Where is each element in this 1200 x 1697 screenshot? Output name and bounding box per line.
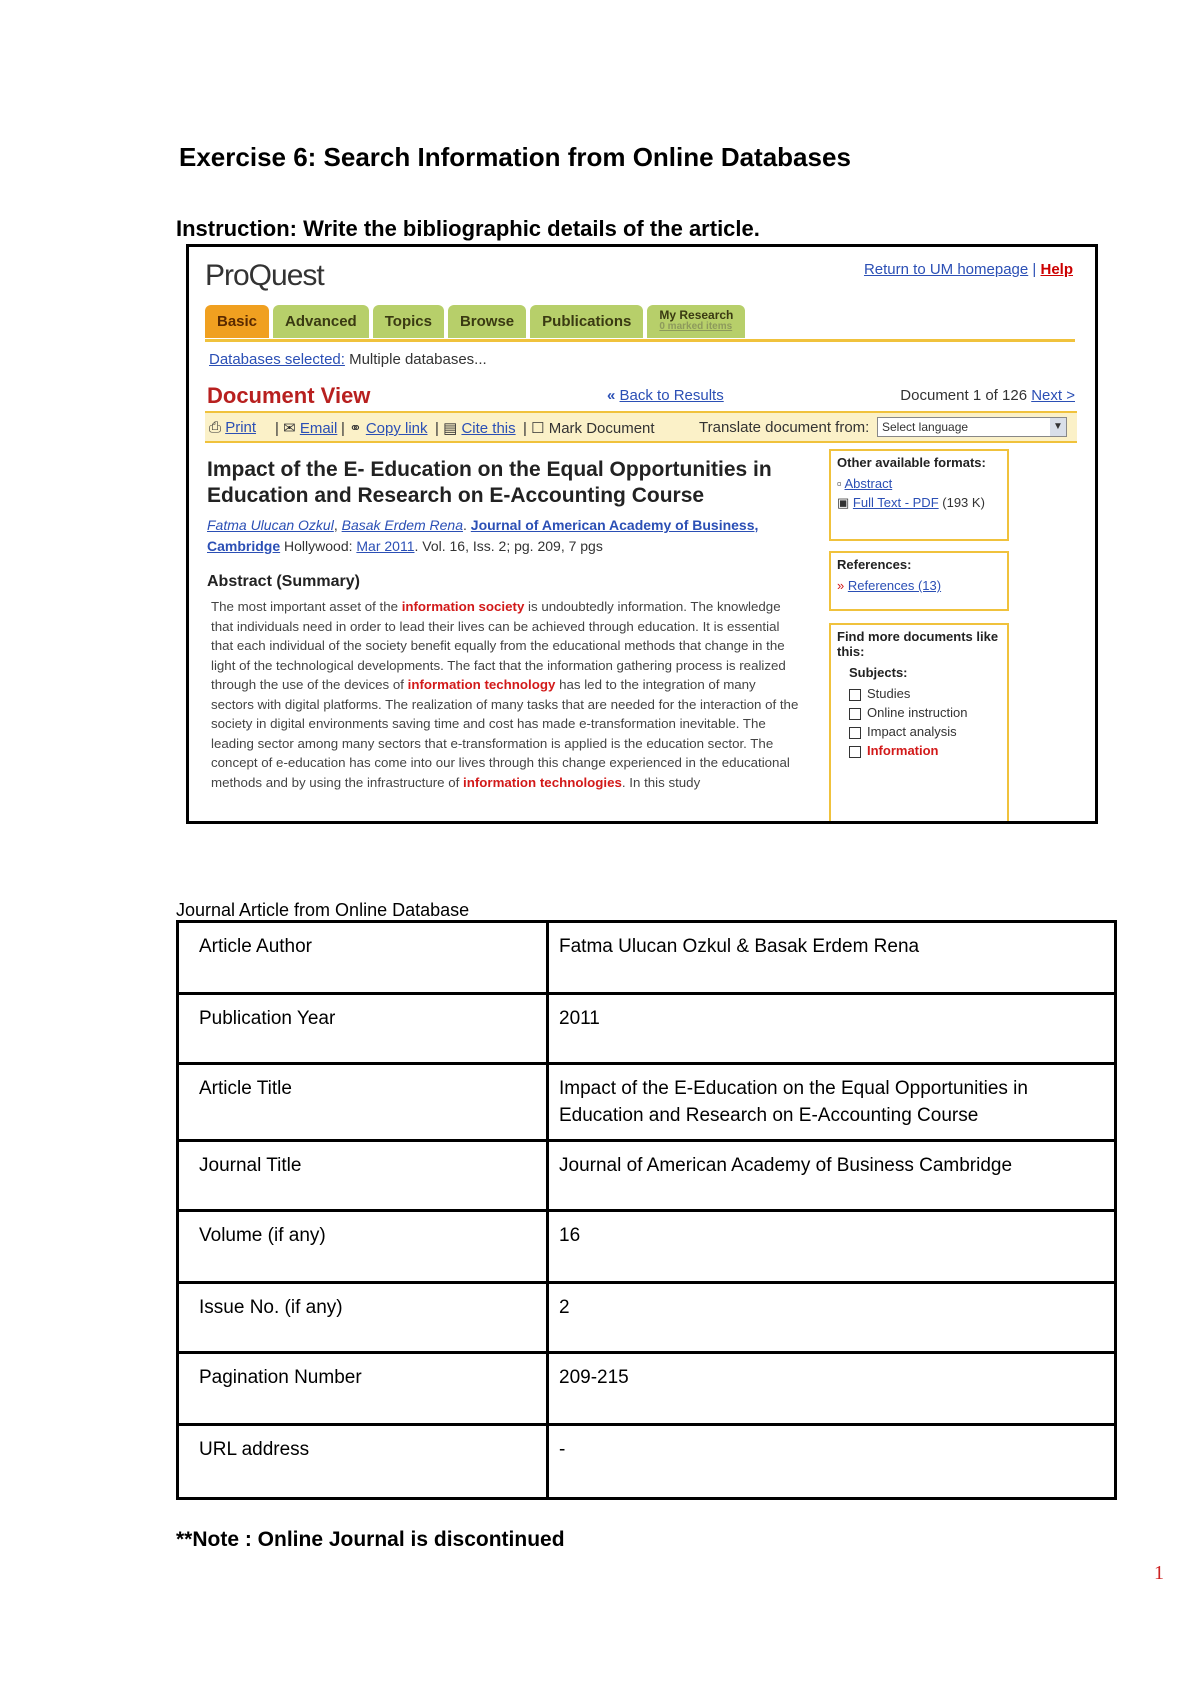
divider bbox=[205, 339, 1075, 342]
subject-checkbox[interactable] bbox=[849, 708, 861, 720]
abstract-part: The most important asset of the bbox=[211, 599, 402, 614]
subject-item[interactable] bbox=[849, 743, 1001, 758]
subject-item[interactable] bbox=[849, 724, 1001, 739]
back-to-results[interactable] bbox=[607, 387, 724, 404]
print-action[interactable] bbox=[209, 419, 256, 436]
instruction-text: Instruction: Write the bibliographic details of the article. bbox=[176, 216, 760, 241]
fulltext-size: (193 K) bbox=[942, 495, 985, 510]
back-to-results-link[interactable]: Back to Results bbox=[619, 387, 724, 404]
references-box bbox=[829, 551, 1009, 611]
checkbox-icon[interactable]: ☐ bbox=[531, 420, 545, 437]
marked-items-link[interactable]: 0 marked items bbox=[659, 321, 733, 332]
table-row bbox=[178, 1211, 1116, 1283]
cite-icon: ▤ bbox=[443, 420, 458, 437]
row-label: URL address bbox=[178, 1425, 548, 1499]
table-row bbox=[178, 1064, 1116, 1141]
article-title: Impact of the E- Education on the Equal Opportunities in Education and Research on E-Accounting Course bbox=[207, 458, 772, 507]
databases-selected bbox=[209, 351, 487, 368]
row-label: Article Author bbox=[178, 922, 548, 994]
proquest-screenshot bbox=[186, 244, 1098, 824]
return-homepage-link[interactable]: Return to UM homepage bbox=[863, 261, 1029, 278]
row-label: Publication Year bbox=[178, 994, 548, 1064]
row-value: 209-215 bbox=[548, 1353, 1116, 1425]
copy-link-link[interactable]: Copy link bbox=[365, 420, 428, 437]
document-count-text: Document 1 of 126 bbox=[900, 387, 1028, 404]
page-number: 1 bbox=[1154, 1562, 1164, 1584]
abstract-part: is undoubtedly information. The knowledge that individuals need in order to lead their lives can be achieved through education. It is essential that each individual of the society benefit equally from the educational methods that change in the light of the technological developments. The fact that the information gathering process is realized through the use of the devices of bbox=[211, 599, 786, 692]
help-link[interactable]: Help bbox=[1040, 261, 1073, 278]
publication-place: Hollywood: bbox=[284, 538, 353, 554]
document-toolbar bbox=[205, 411, 1077, 443]
row-label: Issue No. (if any) bbox=[178, 1283, 548, 1353]
subject-label: Impact analysis bbox=[867, 724, 957, 739]
proquest-logo: ProQuest bbox=[205, 259, 324, 292]
subject-checkbox[interactable] bbox=[849, 746, 861, 758]
subject-checkbox[interactable] bbox=[849, 689, 861, 701]
document-icon: ▫ bbox=[837, 476, 842, 491]
print-icon: ⎙ bbox=[209, 419, 222, 436]
row-value: Impact of the E-Education on the Equal Opportunities in Education and Research on E-Accounting Course bbox=[548, 1064, 1116, 1141]
row-value: - bbox=[548, 1425, 1116, 1499]
article-citation: Fatma Ulucan Ozkul, Basak Erdem Rena. Journal of American Academy of Business, Cambridge Hollywood: Mar 2011. Vol. 16, Iss. 2; pg. 209, 7 pgs bbox=[207, 517, 759, 554]
email-icon: ✉ bbox=[283, 420, 296, 437]
table-row bbox=[178, 994, 1116, 1064]
row-value: 2011 bbox=[548, 994, 1116, 1064]
row-label: Journal Title bbox=[178, 1141, 548, 1211]
search-term-highlight: information technology bbox=[407, 677, 556, 692]
tab-basic[interactable]: Basic bbox=[205, 305, 269, 338]
abstract-part: . In this study bbox=[621, 774, 701, 790]
row-value: 16 bbox=[548, 1211, 1116, 1283]
next-link[interactable]: Next > bbox=[1031, 387, 1075, 404]
references-link[interactable]: References (13) bbox=[847, 578, 942, 593]
table-row bbox=[178, 1283, 1116, 1353]
abstract-part: has led to the integration of many sectors with digital platforms. The realization of many tasks that are needed for the interaction of the society in digital environments saving time and cost has made e-transformation inevitable. The leading sector among many sectors that e-transformation is applied is the education sector. The concept of e-education has come into our lives through this change experienced in the educational methods and by using the infrastructure of bbox=[211, 677, 799, 790]
subjects-heading: Subjects: bbox=[849, 665, 908, 680]
abstract-heading: Abstract (Summary) bbox=[207, 573, 360, 590]
document-count bbox=[900, 387, 1075, 404]
back-arrows-icon: « bbox=[607, 387, 616, 404]
double-arrow-icon: » bbox=[837, 578, 845, 593]
tab-my-research[interactable] bbox=[647, 305, 745, 338]
mark-document-action[interactable]: | ☐ Mark Document bbox=[523, 420, 655, 437]
row-value: 2 bbox=[548, 1283, 1116, 1353]
journal-link[interactable]: Journal of American Academy of Business, Cambridge bbox=[207, 517, 759, 554]
tab-browse[interactable]: Browse bbox=[448, 305, 526, 338]
search-term-highlight: information technologies bbox=[463, 774, 622, 790]
subject-label: Online instruction bbox=[867, 705, 968, 720]
references-row[interactable] bbox=[837, 578, 1001, 593]
tab-bar bbox=[205, 305, 745, 338]
subject-label: Studies bbox=[867, 686, 911, 701]
link-separator: | bbox=[1032, 261, 1037, 278]
subject-item[interactable] bbox=[849, 705, 1001, 720]
table-row bbox=[178, 922, 1116, 994]
print-link[interactable]: Print bbox=[225, 419, 257, 436]
tab-topics[interactable]: Topics bbox=[373, 305, 444, 338]
table-row bbox=[178, 1141, 1116, 1211]
email-link[interactable]: Email bbox=[299, 420, 338, 437]
subject-item[interactable] bbox=[849, 686, 1001, 701]
row-label: Pagination Number bbox=[178, 1353, 548, 1425]
table-row bbox=[178, 1425, 1116, 1499]
fulltext-format[interactable] bbox=[837, 495, 1001, 511]
find-more-box bbox=[829, 623, 1009, 823]
translate-label: Translate document from: bbox=[699, 419, 870, 436]
row-value: Journal of American Academy of Business Cambridge bbox=[548, 1141, 1116, 1211]
cite-this-action[interactable]: | ▤ Cite this bbox=[435, 420, 516, 437]
language-select[interactable] bbox=[877, 417, 1067, 437]
databases-selected-link[interactable]: Databases selected: bbox=[209, 351, 345, 368]
link-icon: ⚭ bbox=[349, 420, 362, 437]
issue-date-link[interactable]: Mar 2011 bbox=[356, 538, 415, 554]
pdf-icon: ▣ bbox=[837, 495, 850, 510]
abstract-format[interactable] bbox=[837, 476, 1001, 491]
tab-my-research-label: My Research bbox=[659, 308, 734, 322]
tab-publications[interactable]: Publications bbox=[530, 305, 643, 338]
copy-link-action[interactable]: | ⚭ Copy link bbox=[341, 420, 428, 437]
databases-selected-value: Multiple databases... bbox=[349, 351, 487, 368]
cite-this-link[interactable]: Cite this bbox=[461, 420, 516, 437]
citation-details: . Vol. 16, Iss. 2; pg. 209, 7 pgs bbox=[414, 538, 603, 554]
document-view-heading: Document View bbox=[207, 383, 371, 408]
search-term-highlight: information society bbox=[401, 599, 525, 614]
row-label: Article Title bbox=[178, 1064, 548, 1141]
mark-document-label: Mark Document bbox=[548, 420, 655, 437]
note-text: **Note : Online Journal is discontinued bbox=[176, 1528, 565, 1551]
abstract-link[interactable]: Abstract bbox=[844, 476, 893, 491]
language-select-value: Select language bbox=[882, 420, 969, 434]
subject-checkbox[interactable] bbox=[849, 727, 861, 739]
chevron-down-icon[interactable]: ▼ bbox=[1050, 418, 1066, 436]
formats-heading: Other available formats: bbox=[837, 455, 986, 470]
row-label: Volume (if any) bbox=[178, 1211, 548, 1283]
author-link[interactable]: Fatma Ulucan Ozkul bbox=[207, 517, 334, 533]
author-link[interactable]: Basak Erdem Rena bbox=[341, 517, 464, 533]
top-links bbox=[864, 261, 1073, 278]
fulltext-pdf-link[interactable]: Full Text - PDF bbox=[852, 495, 939, 510]
table-caption: Journal Article from Online Database bbox=[176, 900, 470, 920]
row-value: Fatma Ulucan Ozkul & Basak Erdem Rena bbox=[548, 922, 1116, 994]
page-title: Exercise 6: Search Information from Online Databases bbox=[179, 142, 851, 172]
references-heading: References: bbox=[837, 557, 912, 572]
subject-label: Information bbox=[867, 743, 939, 758]
email-action[interactable]: | ✉ Email bbox=[275, 420, 338, 437]
abstract-text bbox=[211, 597, 801, 792]
table-row bbox=[178, 1353, 1116, 1425]
bibliographic-table bbox=[176, 920, 1117, 1500]
formats-box bbox=[829, 449, 1009, 541]
find-more-heading: Find more documents like this: bbox=[837, 629, 999, 659]
tab-advanced[interactable]: Advanced bbox=[273, 305, 369, 338]
